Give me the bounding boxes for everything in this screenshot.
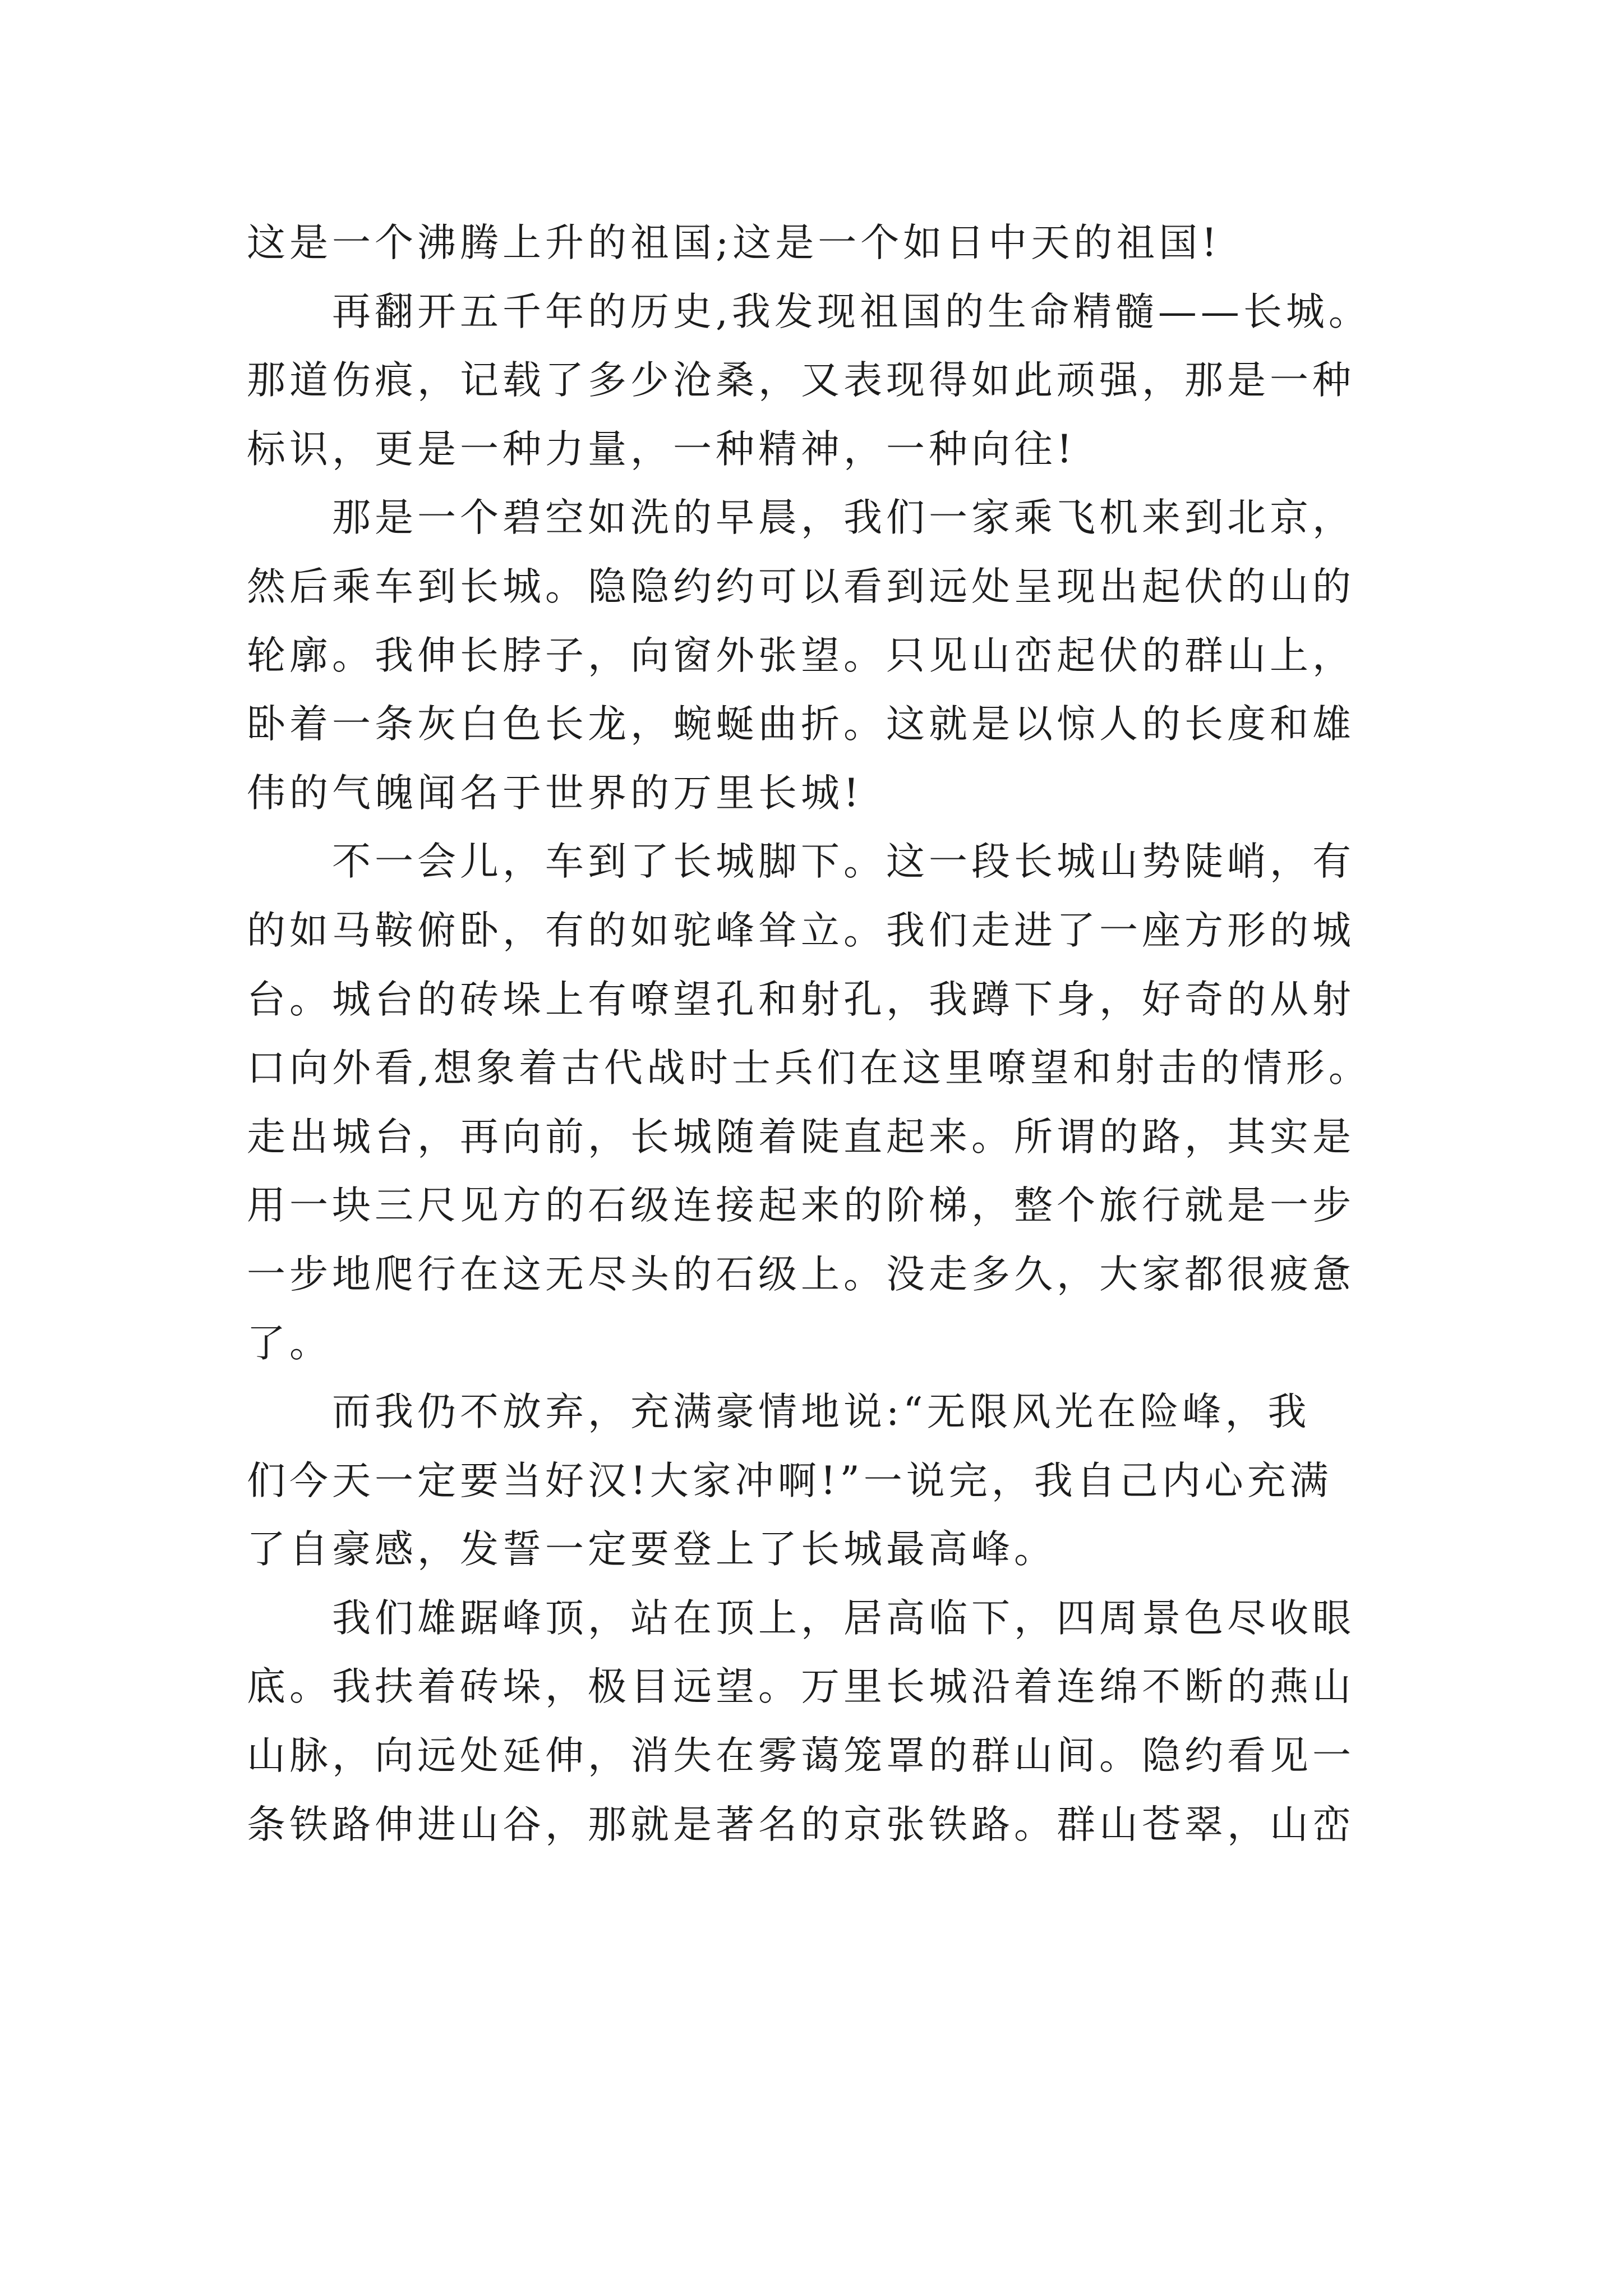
text-line: 不一会儿，车到了长城脚下。这一段长城山势陡峭，有 xyxy=(247,839,1355,885)
paragraph-1 xyxy=(247,209,1419,278)
paragraph-2 xyxy=(247,278,1419,484)
paragraph-5 xyxy=(247,1378,1419,1584)
text-line: 那是一个碧空如洗的早晨，我们一家乘飞机来到北京， xyxy=(247,495,1355,541)
text-line: 走出城台，再向前，长城随着陡直起来。所谓的路，其实是 xyxy=(247,1114,1355,1159)
paragraph-3 xyxy=(247,484,1419,827)
text-line: 条铁路伸进山谷，那就是著名的京张铁路。群山苍翠，山峦 xyxy=(247,1802,1355,1847)
text-line: 然后乘车到长城。隐隐约约可以看到远处呈现出起伏的山的 xyxy=(247,564,1355,609)
text-line: 这是一个沸腾上升的祖国;这是一个如日中天的祖国! xyxy=(247,220,1221,265)
text-line: 那道伤痕，记载了多少沧桑，又表现得如此顽强，那是一种 xyxy=(247,358,1355,403)
text-line: 了。 xyxy=(247,1320,332,1366)
paragraph-6 xyxy=(247,1584,1419,1859)
text-line: 山脉，向远处延伸，消失在雾蔼笼罩的群山间。隐约看见一 xyxy=(247,1733,1355,1779)
text-line: 底。我扶着砖垛，极目远望。万里长城沿着连绵不断的燕山 xyxy=(247,1664,1355,1710)
text-line: 再翻开五千年的历史,我发现祖国的生命精髓——长城。 xyxy=(247,289,1371,334)
text-line: 伟的气魄闻名于世界的万里长城! xyxy=(247,770,863,816)
text-line: 我们雄踞峰顶，站在顶上，居高临下，四周景色尽收眼 xyxy=(247,1595,1355,1641)
text-line: 而我仍不放弃，充满豪情地说:“无限风光在险峰，我 xyxy=(247,1389,1311,1435)
text-line: 们今天一定要当好汉!大家冲啊!”一说完，我自己内心充满 xyxy=(247,1458,1332,1503)
text-line: 轮廓。我伸长脖子，向窗外张望。只见山峦起伏的群山上， xyxy=(247,633,1355,678)
text-line: 台。城台的砖垛上有嘹望孔和射孔，我蹲下身，好奇的从射 xyxy=(247,977,1355,1022)
text-line: 的如马鞍俯卧，有的如驼峰耸立。我们走进了一座方形的城 xyxy=(247,908,1355,953)
paragraph-4 xyxy=(247,827,1419,1378)
text-line: 了自豪感，发誓一定要登上了长城最高峰。 xyxy=(247,1527,1057,1572)
text-line: 卧着一条灰白色长龙，蜿蜒曲折。这就是以惊人的长度和雄 xyxy=(247,702,1355,747)
text-line: 用一块三尺见方的石级连接起来的阶梯，整个旅行就是一步 xyxy=(247,1183,1355,1228)
document-body xyxy=(247,209,1419,1859)
text-line: 一步地爬行在这无尽头的石级上。没走多久，大家都很疲惫 xyxy=(247,1251,1355,1297)
text-line: 标识，更是一种力量，一种精神，一种向往! xyxy=(247,426,1076,472)
text-line: 口向外看,想象着古代战时士兵们在这里嘹望和射击的情形。 xyxy=(247,1046,1371,1091)
